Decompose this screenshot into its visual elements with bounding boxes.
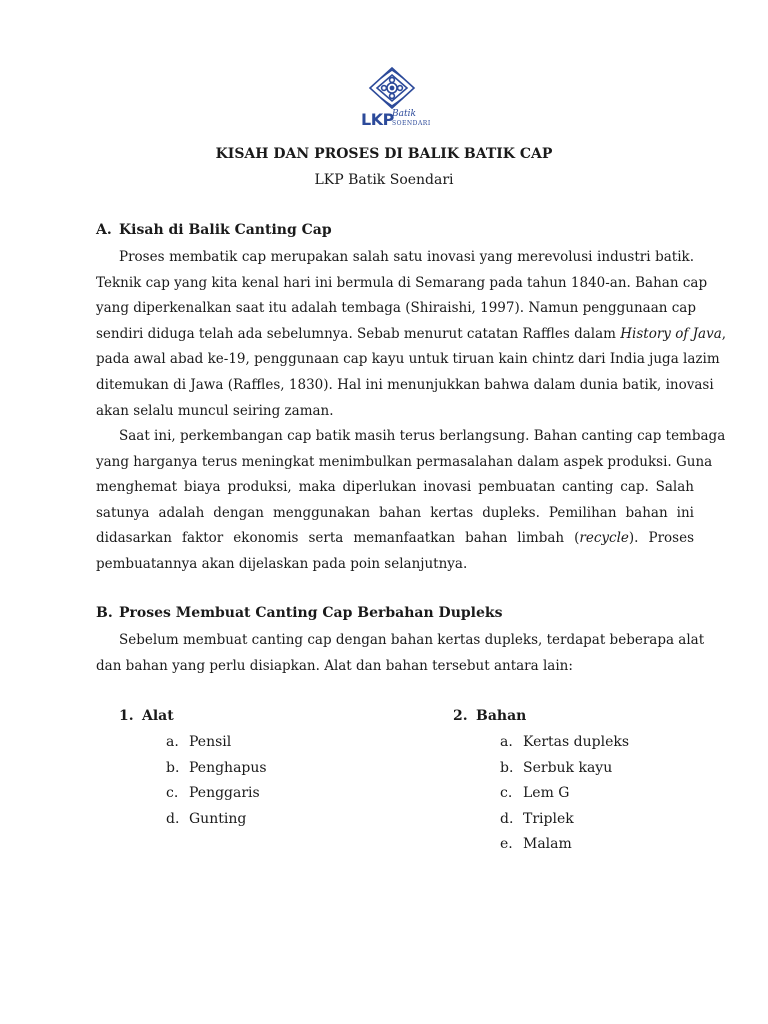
section-a-paragraph-2	[96, 424, 726, 578]
paragraph-line: didasarkan faktor ekonomis serta memanfaatkan bahan limbah (recycle). Proses	[96, 530, 694, 547]
paragraph-line: sendiri diduga telah ada sebelumnya. Sebab menurut catatan Raffles dalam History of Java,	[96, 325, 727, 342]
paragraph-line: pada awal abad ke-19, penggunaan cap kayu untuk tiruan kain chintz dari India juga lazim	[96, 351, 720, 368]
list-item: b. Penghapus	[166, 759, 267, 776]
bahan-heading	[453, 708, 526, 724]
paragraph-line: satunya adalah dengan menggunakan bahan kertas dupleks. Pemilihan bahan ini	[96, 504, 694, 521]
list-item: d. Gunting	[166, 810, 247, 827]
paragraph-line: Saat ini, perkembangan cap batik masih terus berlangsung. Bahan canting cap tembaga	[119, 428, 726, 444]
alat-number: 1.	[119, 708, 134, 724]
list-item: e. Malam	[500, 836, 572, 853]
paragraph-line: Proses membatik cap merupakan salah satu inovasi yang merevolusi industri batik.	[119, 249, 694, 265]
section-a-number: A.	[96, 222, 112, 238]
section-b-heading	[96, 605, 502, 621]
list-item: d. Triplek	[500, 810, 574, 827]
document-subtitle: LKP Batik Soendari	[314, 172, 454, 188]
bahan-number: 2.	[453, 708, 468, 724]
paragraph-line: yang diperkenalkan saat itu adalah tembaga (Shiraishi, 1997). Namun penggunaan cap	[96, 300, 696, 317]
section-b-paragraph-1	[96, 628, 705, 679]
alat-title: Alat	[142, 708, 174, 724]
paragraph-line: ditemukan di Jawa (Raffles, 1830). Hal ini menunjukkan bahwa dalam dunia batik, inovasi	[96, 376, 714, 393]
list-item: b. Serbuk kayu	[500, 759, 613, 776]
alat-heading	[119, 708, 174, 724]
logo-batik-text: Batik	[392, 109, 416, 119]
list-item: a. Kertas dupleks	[500, 734, 630, 750]
paragraph-line: dan bahan yang perlu disiapkan. Alat dan bahan tersebut antara lain:	[96, 657, 573, 674]
paragraph-line: pembuatannya akan dijelaskan pada poin selanjutnya.	[96, 555, 468, 572]
paragraph-line: akan selalu muncul seiring zaman.	[96, 402, 334, 419]
section-a-title: Kisah di Balik Canting Cap	[119, 222, 332, 238]
list-item: a. Pensil	[166, 734, 232, 750]
logo-soendari-text: SOENDARI	[392, 120, 431, 127]
lkp-batik-soendari-logo	[356, 66, 431, 132]
paragraph-line: yang harganya terus meningkat menimbulkan permasalahan dalam aspek produksi. Guna	[96, 453, 713, 470]
paragraph-line: menghemat biaya produksi, maka diperlukan inovasi pembuatan canting cap. Salah	[96, 479, 694, 496]
logo-lkp-text: LKP	[361, 110, 394, 129]
section-a-paragraph-1	[96, 245, 727, 424]
batik-motif-icon	[356, 66, 428, 112]
section-a-heading	[96, 222, 332, 238]
bahan-title: Bahan	[476, 708, 527, 724]
paragraph-line: Teknik cap yang kita kenal hari ini bermula di Semarang pada tahun 1840-an. Bahan cap	[96, 274, 708, 291]
book-title-history-of-java: History of Java	[620, 325, 722, 342]
section-b-title: Proses Membuat Canting Cap Berbahan Dupleks	[119, 605, 503, 621]
alat-list	[166, 730, 267, 832]
document-title: KISAH DAN PROSES DI BALIK BATIK CAP	[215, 146, 553, 162]
section-b-number: B.	[96, 605, 113, 621]
paragraph-line: Sebelum membuat canting cap dengan bahan kertas dupleks, terdapat beberapa alat	[119, 632, 705, 648]
list-item: c. Lem G	[500, 785, 570, 802]
term-recycle: recycle	[579, 530, 629, 547]
list-item: c. Penggaris	[166, 785, 260, 802]
bahan-list	[500, 730, 629, 858]
